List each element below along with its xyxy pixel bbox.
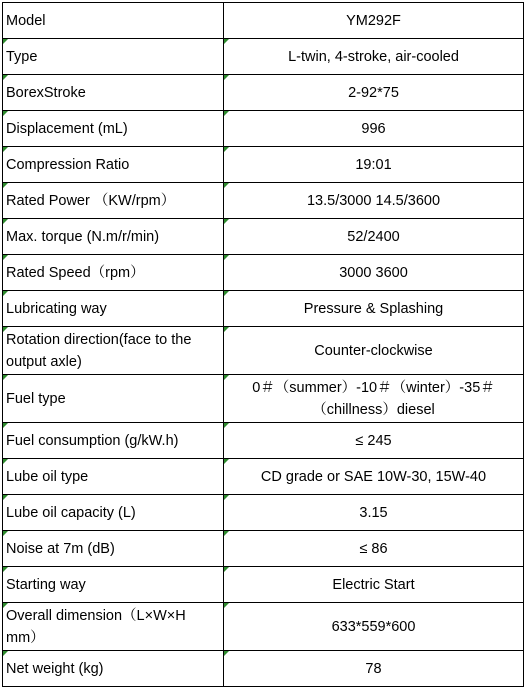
table-row	[3, 39, 524, 75]
row-value: 0＃（summer）-10＃（winter）-35＃（chillness）diesel	[224, 375, 524, 423]
row-value: 52/2400	[224, 219, 524, 255]
row-value: 19:01	[224, 147, 524, 183]
table-row	[3, 291, 524, 327]
table-row	[3, 459, 524, 495]
row-label: Noise at 7m (dB)	[3, 531, 224, 567]
table-row	[3, 603, 524, 651]
table-row	[3, 111, 524, 147]
table-row	[3, 495, 524, 531]
table-row	[3, 375, 524, 423]
row-label: Starting way	[3, 567, 224, 603]
row-value: ≤ 245	[224, 423, 524, 459]
row-value: 13.5/3000 14.5/3600	[224, 183, 524, 219]
row-value: 633*559*600	[224, 603, 524, 651]
row-value: Pressure & Splashing	[224, 291, 524, 327]
row-label: Lube oil capacity (L)	[3, 495, 224, 531]
table-row	[3, 531, 524, 567]
row-value: 996	[224, 111, 524, 147]
table-row	[3, 567, 524, 603]
table-row	[3, 255, 524, 291]
row-value: 3000 3600	[224, 255, 524, 291]
row-label: Rated Power （KW/rpm）	[3, 183, 224, 219]
row-label: Type	[3, 39, 224, 75]
row-value: 2-92*75	[224, 75, 524, 111]
row-value: YM292F	[224, 3, 524, 39]
table-row	[3, 327, 524, 375]
row-label: Lube oil type	[3, 459, 224, 495]
table-row	[3, 651, 524, 687]
row-label: Fuel type	[3, 375, 224, 423]
row-label: Max. torque (N.m/r/min)	[3, 219, 224, 255]
row-label: Net weight (kg)	[3, 651, 224, 687]
row-value: Electric Start	[224, 567, 524, 603]
spec-table	[2, 2, 524, 687]
row-value: ≤ 86	[224, 531, 524, 567]
row-value: 78	[224, 651, 524, 687]
row-label: Rotation direction(face to the output axle)	[3, 327, 224, 375]
table-row	[3, 219, 524, 255]
row-label: Overall dimension（L×W×H mm）	[3, 603, 224, 651]
table-row	[3, 423, 524, 459]
table-row	[3, 147, 524, 183]
table-row	[3, 3, 524, 39]
row-label: Model	[3, 3, 224, 39]
row-value: CD grade or SAE 10W-30, 15W-40	[224, 459, 524, 495]
row-value: Counter-clockwise	[224, 327, 524, 375]
table-row	[3, 183, 524, 219]
row-value: 3.15	[224, 495, 524, 531]
row-label: Compression Ratio	[3, 147, 224, 183]
row-label: BorexStroke	[3, 75, 224, 111]
row-label: Rated Speed（rpm）	[3, 255, 224, 291]
row-label: Lubricating way	[3, 291, 224, 327]
row-value: L-twin, 4-stroke, air-cooled	[224, 39, 524, 75]
table-row	[3, 75, 524, 111]
row-label: Displacement (mL)	[3, 111, 224, 147]
row-label: Fuel consumption (g/kW.h)	[3, 423, 224, 459]
